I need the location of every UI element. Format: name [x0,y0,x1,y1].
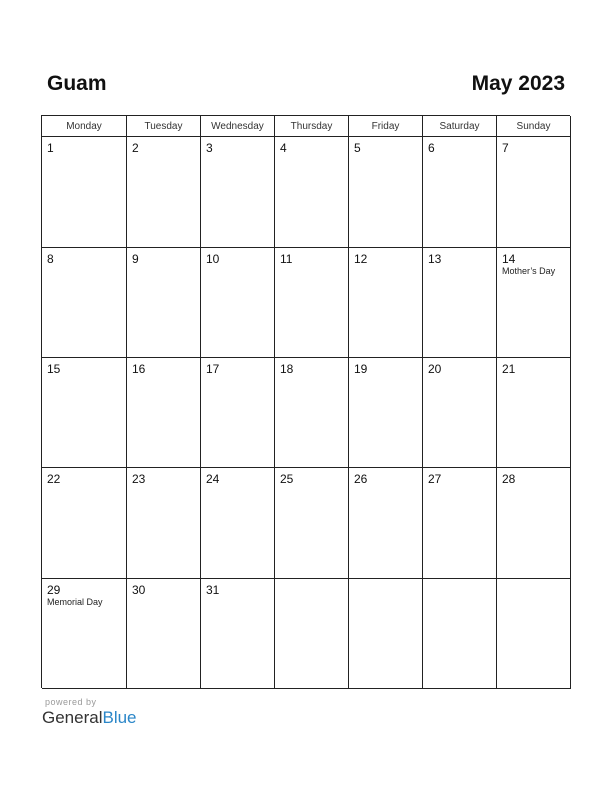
day-cell [349,137,423,248]
calendar-location-title: Guam [47,72,107,95]
day-number: 9 [132,252,139,266]
calendar-grid [41,115,570,688]
weekday-header-saturday: Saturday [423,116,497,137]
day-number: 20 [428,362,442,376]
day-number: 26 [354,472,368,486]
day-number: 15 [47,362,61,376]
day-number: 10 [206,252,220,266]
day-cell [127,579,201,689]
day-number: 2 [132,141,139,155]
day-number: 3 [206,141,213,155]
day-cell [127,358,201,468]
day-number: 12 [354,252,368,266]
weekday-header-thursday: Thursday [275,116,349,137]
day-number: 21 [502,362,516,376]
day-cell [201,248,275,358]
calendar-month-title: May 2023 [471,72,565,95]
weekday-header-friday: Friday [349,116,423,137]
weekday-header-tuesday: Tuesday [127,116,201,137]
day-cell [497,137,571,248]
generalblue-logo[interactable] [42,708,137,728]
brand-blue-text: Blue [102,708,137,727]
day-cell [42,137,127,248]
day-number: 24 [206,472,220,486]
day-number: 6 [428,141,435,155]
day-cell [497,468,571,579]
day-number: 30 [132,583,146,597]
day-cell [42,579,127,689]
day-cell [275,468,349,579]
day-number: 29 [47,583,61,597]
day-number: 8 [47,252,54,266]
day-number: 25 [280,472,294,486]
day-number: 19 [354,362,368,376]
day-number: 16 [132,362,146,376]
day-cell-empty [497,579,571,689]
powered-by-label: powered by [45,697,97,707]
day-number: 4 [280,141,287,155]
day-number: 28 [502,472,516,486]
day-cell [201,468,275,579]
day-number: 27 [428,472,442,486]
weekday-header-monday: Monday [42,116,127,137]
day-cell [349,248,423,358]
holiday-label: Mother’s Day [502,266,556,276]
day-cell [349,468,423,579]
day-cell [42,358,127,468]
day-number: 14 [502,252,516,266]
day-cell-empty [349,579,423,689]
day-cell [201,137,275,248]
day-number: 18 [280,362,294,376]
day-cell [42,468,127,579]
brand-general-text: General [42,708,103,727]
day-cell [127,468,201,579]
day-cell [423,468,497,579]
day-cell [423,358,497,468]
day-cell-empty [275,579,349,689]
day-cell [127,137,201,248]
holiday-label: Memorial Day [47,597,103,607]
day-number: 5 [354,141,361,155]
day-cell [497,248,571,358]
day-cell [127,248,201,358]
day-number: 11 [280,252,293,266]
day-number: 13 [428,252,442,266]
day-number: 23 [132,472,146,486]
day-cell [349,358,423,468]
day-number: 22 [47,472,61,486]
day-number: 1 [47,141,54,155]
day-cell [201,579,275,689]
day-cell [201,358,275,468]
day-number: 31 [206,583,220,597]
day-cell [275,248,349,358]
day-cell [497,358,571,468]
day-cell [423,137,497,248]
weekday-header-wednesday: Wednesday [201,116,275,137]
day-cell [423,248,497,358]
weekday-header-sunday: Sunday [497,116,571,137]
day-number: 7 [502,141,509,155]
day-cell [275,137,349,248]
day-cell-empty [423,579,497,689]
day-number: 17 [206,362,220,376]
day-cell [275,358,349,468]
day-cell [42,248,127,358]
